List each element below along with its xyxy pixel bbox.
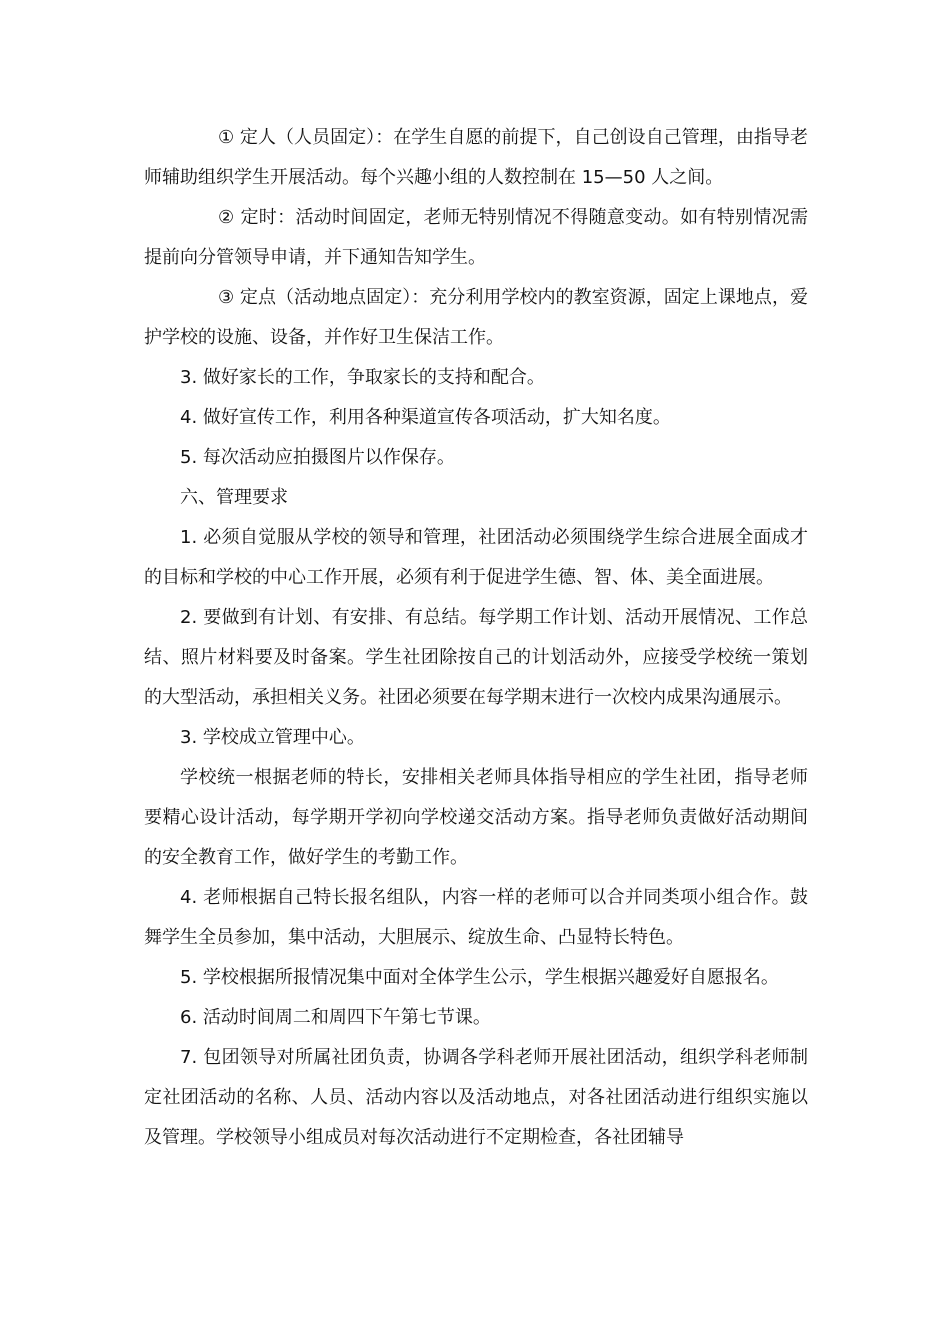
- paragraph-fixed-place: ③ 定点（活动地点固定）：充分利用学校内的教室资源，固定上课地点，爱护学校的设施、设备，并作好卫生保洁工作。: [144, 287, 808, 348]
- document-body: [144, 118, 808, 1158]
- paragraph-team-signup: 4. 老师根据自己特长报名组队，内容一样的老师可以合并同类项小组合作。鼓舞学生全员参加，集中活动，大胆展示、绽放生命、凸显特长特色。: [144, 887, 808, 948]
- paragraph-parents-work: 3. 做好家长的工作，争取家长的支持和配合。: [180, 367, 545, 388]
- paragraph-public-notice: 5. 学校根据所报情况集中面对全体学生公示，学生根据兴趣爱好自愿报名。: [180, 967, 779, 988]
- paragraph-plan-summary: 2. 要做到有计划、有安排、有总结。每学期工作计划、活动开展情况、工作总结、照片材料要及时备案。学生社团除按自己的计划活动外，应接受学校统一策划的大型活动，承担相关义务。社团必须要在每学期末进行一次校内成果沟通展示。: [144, 607, 808, 708]
- paragraph-management-center: 3. 学校成立管理中心。: [180, 727, 365, 748]
- paragraph-fixed-time: ② 定时：活动时间固定，老师无特别情况不得随意变动。如有特别情况需提前向分管领导申请，并下通知告知学生。: [144, 207, 808, 268]
- paragraph-activity-time: 6. 活动时间周二和周四下午第七节课。: [180, 1007, 491, 1028]
- paragraph-teacher-assignment: 学校统一根据老师的特长，安排相关老师具体指导相应的学生社团，指导老师要精心设计活动，每学期开学初向学校递交活动方案。指导老师负责做好活动期间的安全教育工作，做好学生的考勤工作。: [144, 767, 808, 868]
- paragraph-photo-archive: 5. 每次活动应拍摄图片以作保存。: [180, 447, 455, 468]
- paragraph-obey-leadership: 1. 必须自觉服从学校的领导和管理，社团活动必须围绕学生综合进展全面成才的目标和学校的中心工作开展，必须有利于促进学生德、智、体、美全面进展。: [144, 527, 808, 588]
- paragraph-publicity-work: 4. 做好宣传工作，利用各种渠道宣传各项活动，扩大知名度。: [180, 407, 671, 428]
- paragraph-fixed-people: ① 定人（人员固定）：在学生自愿的前提下，自己创设自己管理，由指导老师辅助组织学生开展活动。每个兴趣小组的人数控制在 15—50 人之间。: [144, 127, 808, 188]
- paragraph-leader-responsibility: 7. 包团领导对所属社团负责，协调各学科老师开展社团活动，组织学科老师制定社团活动的名称、人员、活动内容以及活动地点，对各社团活动进行组织实施以及管理。学校领导小组成员对每次活动进行不定期检查，各社团辅导: [144, 1047, 808, 1148]
- section-heading-management: 六、管理要求: [180, 487, 288, 508]
